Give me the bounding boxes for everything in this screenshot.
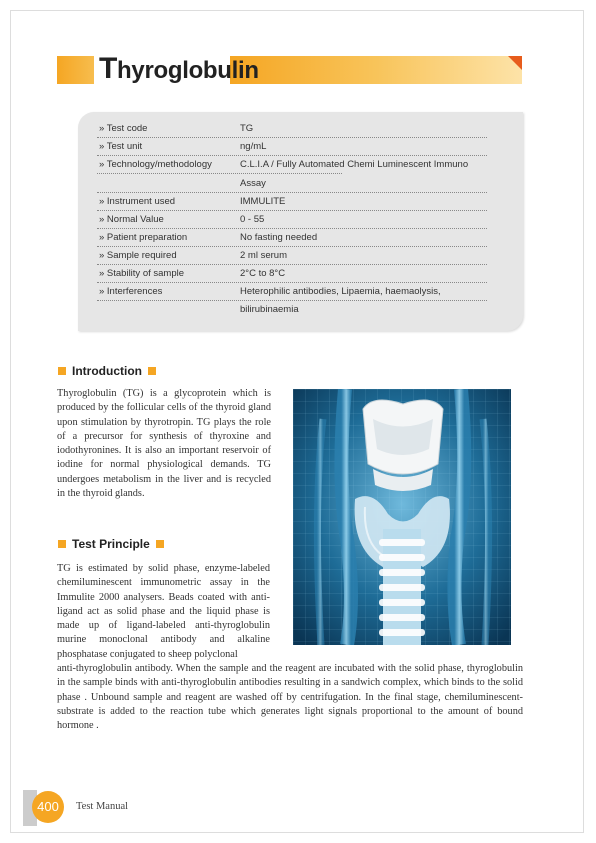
dotted-divider bbox=[97, 246, 487, 247]
info-value: C.L.I.A / Fully Automated Chemi Luminescent Immuno bbox=[240, 159, 469, 170]
test-principle-text-narrow: TG is estimated by solid phase, enzyme-labeled chemiluminescent immunometric assay in the Immulite 2000 analysers. Beads coated with anti-ligand act as solid phase and the liquid phase is made up of ligand-labeled anti-thyroglobulin murine monoclonal antibody and alkaline phosphatase conjugated to sheep polyclonal bbox=[57, 563, 270, 660]
dotted-divider bbox=[97, 173, 342, 174]
info-value: No fasting needed bbox=[240, 232, 318, 243]
introduction-heading-text: Introduction bbox=[72, 364, 142, 378]
orange-square-icon bbox=[58, 540, 66, 548]
dotted-divider bbox=[97, 192, 487, 193]
info-label: » Test code bbox=[99, 123, 148, 134]
info-value: Heterophilic antibodies, Lipaemia, haemaolysis, bbox=[240, 286, 441, 297]
info-value-cont: bilirubinaemia bbox=[240, 304, 299, 315]
orange-square-icon bbox=[58, 367, 66, 375]
info-value-cont: Assay bbox=[240, 178, 266, 189]
title-bar-corner bbox=[508, 56, 522, 70]
page-number: 400 bbox=[32, 791, 64, 823]
info-label: » Instrument used bbox=[99, 196, 176, 207]
dotted-divider bbox=[97, 264, 487, 265]
dotted-divider bbox=[97, 282, 487, 283]
dotted-divider bbox=[97, 137, 487, 138]
page-title bbox=[99, 52, 259, 88]
info-value: ng/mL bbox=[240, 141, 267, 152]
info-value: 2°C to 8°C bbox=[240, 268, 286, 279]
info-value: TG bbox=[240, 123, 254, 134]
introduction-heading bbox=[58, 364, 156, 378]
info-label: » Patient preparation bbox=[99, 232, 188, 243]
info-label: » Sample required bbox=[99, 250, 177, 261]
thyroid-illustration bbox=[293, 389, 511, 645]
dotted-divider bbox=[97, 228, 487, 229]
info-label: » Normal Value bbox=[99, 214, 164, 225]
title-first-letter: T bbox=[99, 52, 118, 85]
info-value: 0 - 55 bbox=[240, 214, 265, 225]
footer-label: Test Manual bbox=[76, 801, 129, 812]
info-label: » Interferences bbox=[99, 286, 163, 297]
dotted-divider bbox=[97, 210, 487, 211]
info-label: » Technology/methodology bbox=[99, 159, 212, 170]
title-bar-right bbox=[230, 56, 522, 84]
test-principle-heading bbox=[58, 537, 164, 551]
thyroid-illustration-icon bbox=[293, 389, 511, 645]
info-label: » Stability of sample bbox=[99, 268, 185, 279]
dotted-divider bbox=[97, 155, 487, 156]
orange-square-icon bbox=[156, 540, 164, 548]
introduction-text: Thyroglobulin (TG) is a glycoprotein which is produced by the follicular cells of the thyroid gland upon stimulation by thyrotropin. TG plays the role of a precursor for synthesis of thyroxine and iodothyronines. It is also an important reservoir of iodine for normal physiological demands. TG undergoes metabolism in the liver and is recycled in the thyroid glands. bbox=[57, 388, 271, 500]
dotted-divider bbox=[97, 300, 487, 301]
info-label: » Test unit bbox=[99, 141, 143, 152]
test-principle-heading-text: Test Principle bbox=[72, 537, 150, 551]
info-value: IMMULITE bbox=[240, 196, 286, 207]
title-rest: hyroglobulin bbox=[117, 57, 259, 84]
info-value: 2 ml serum bbox=[240, 250, 287, 261]
orange-square-icon bbox=[148, 367, 156, 375]
test-principle-text-wide: anti-thyroglobulin antibody. When the sample and the reagent are incubated with the solid phase, thyroglobulin in the sample binds with anti-thyroglobulin antibodies resulting in a sandwich complex, which binds to the solid phase . Unbound sample and reagent are washed off by centrifugation. In the final stage, chemiluminescent- substrate is added to the reaction tube which generates light signals proportional to the amount of bound hormone . bbox=[57, 663, 523, 732]
title-bar-left bbox=[57, 56, 94, 84]
